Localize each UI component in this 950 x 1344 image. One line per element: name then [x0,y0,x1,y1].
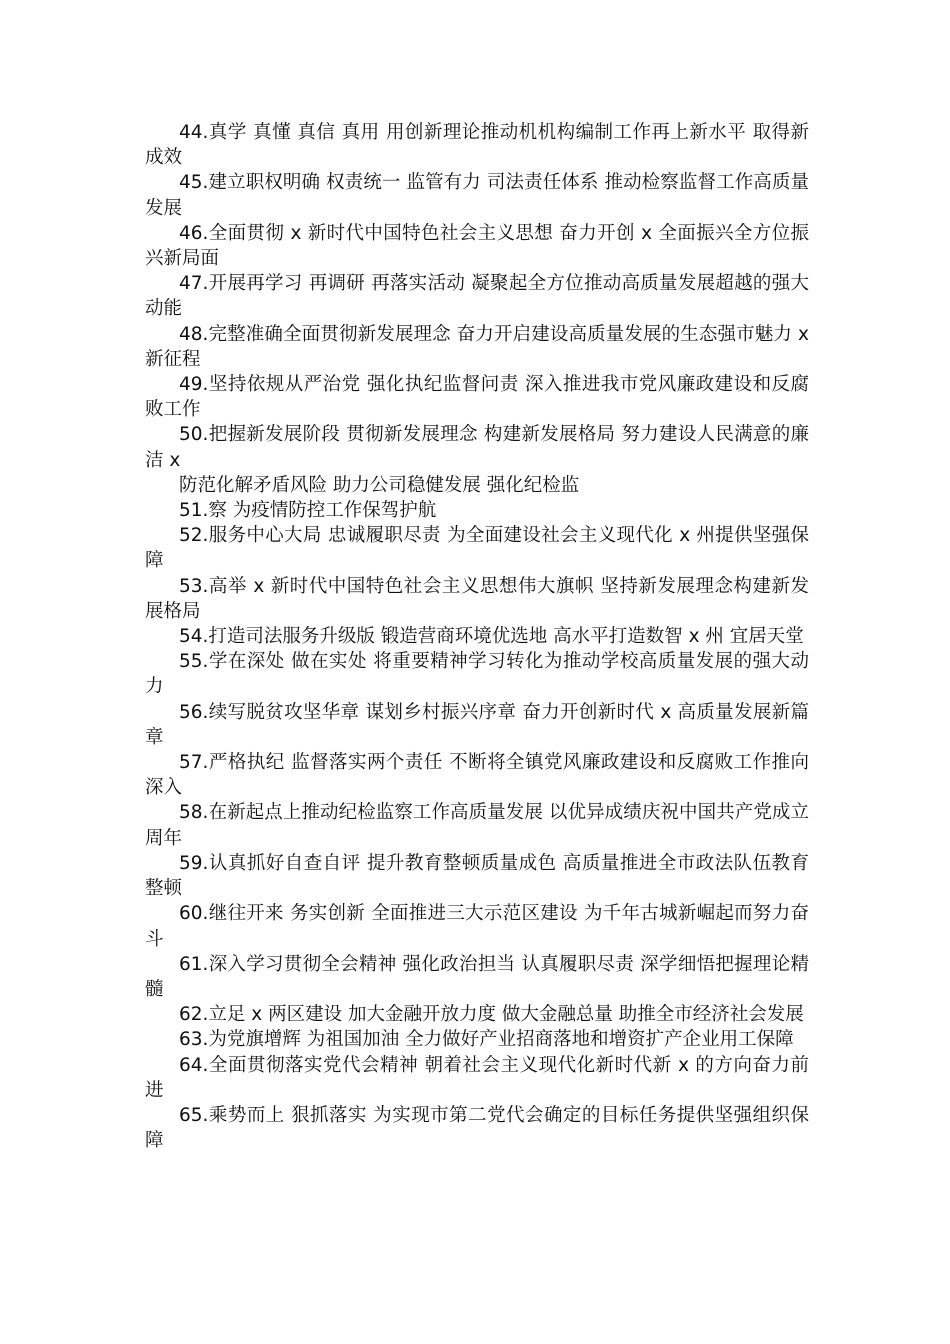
paragraph-54: 54.打造司法服务升级版 锻造营商环境优选地 高水平打造数智 x 州 宜居天堂 [179,626,804,648]
document-page [145,120,809,1153]
paragraph-57: 57.严格执纪 监督落实两个责任 不断将全镇党风廉政建设和反腐败工作推向深入 [145,752,809,799]
paragraph-53: 53.高举 x 新时代中国特色社会主义思想伟大旗帜 坚持新发展理念构建新发展格局 [145,575,809,622]
paragraph-63: 63.为党旗增辉 为祖国加油 全力做好产业招商落地和增资扩产企业用工保障 [179,1029,794,1051]
paragraph-59: 59.认真抓好自查自评 提升教育整顿质量成色 高质量推进全市政法队伍教育整顿 [145,852,809,900]
paragraph-51: 51.察 为疫情防控工作保驾护航 [179,500,437,522]
paragraph-60: 60.继往开来 务实创新 全面推进三大示范区建设 为千年古城新崛起而努力奋斗 [145,903,809,950]
paragraph-44: 44.真学 真懂 真信 真用 用创新理论推动机机构编制工作再上新水平 取得新成效 [145,122,809,169]
paragraph-50: 50.把握新发展阶段 贯彻新发展理念 构建新发展格局 努力建设人民满意的廉洁 x [145,424,809,471]
paragraph-55: 55.学在深处 做在实处 将重要精神学习转化为推动学校高质量发展的强大动力 [145,651,809,698]
paragraph-64: 64.全面贯彻落实党代会精神 朝着社会主义现代化新时代新 x 的方向奋力前进 [145,1054,809,1101]
paragraph-58: 58.在新起点上推动纪检监察工作高质量发展 以优异成绩庆祝中国共产党成立周年 [145,802,809,849]
paragraph-unnumbered: 防范化解矛盾风险 助力公司稳健发展 强化纪检监 [179,474,580,496]
paragraph-65: 65.乘势而上 狠抓落实 为实现市第二党代会确定的目标任务提供坚强组织保障 [145,1104,809,1152]
paragraph-47: 47.开展再学习 再调研 再落实活动 凝聚起全方位推动高质量发展超越的强大动能 [145,273,809,320]
paragraph-45: 45.建立职权明确 权责统一 监管有力 司法责任体系 推动检察监督工作高质量发展 [145,172,809,219]
paragraph-56: 56.续写脱贫攻坚华章 谋划乡村振兴序章 奋力开创新时代 x 高质量发展新篇章 [145,701,809,748]
paragraph-62: 62.立足 x 两区建设 加大金融开放力度 做大金融总量 助推全市经济社会发展 [179,1004,804,1026]
paragraph-52: 52.服务中心大局 忠诚履职尽责 为全面建设社会主义现代化 x 州提供坚强保障 [145,525,809,572]
paragraph-48: 48.完整准确全面贯彻新发展理念 奋力开启建设高质量发展的生态强市魅力 x 新征程 [145,323,809,370]
paragraph-61: 61.深入学习贯彻全会精神 强化政治担当 认真履职尽责 深学细悟把握理论精髓 [145,953,809,1000]
paragraph-49: 49.坚持依规从严治党 强化执纪监督问责 深入推进我市党风廉政建设和反腐败工作 [145,374,809,421]
paragraph-46: 46.全面贯彻 x 新时代中国特色社会主义思想 奋力开创 x 全面振兴全方位振兴新局面 [145,222,809,270]
